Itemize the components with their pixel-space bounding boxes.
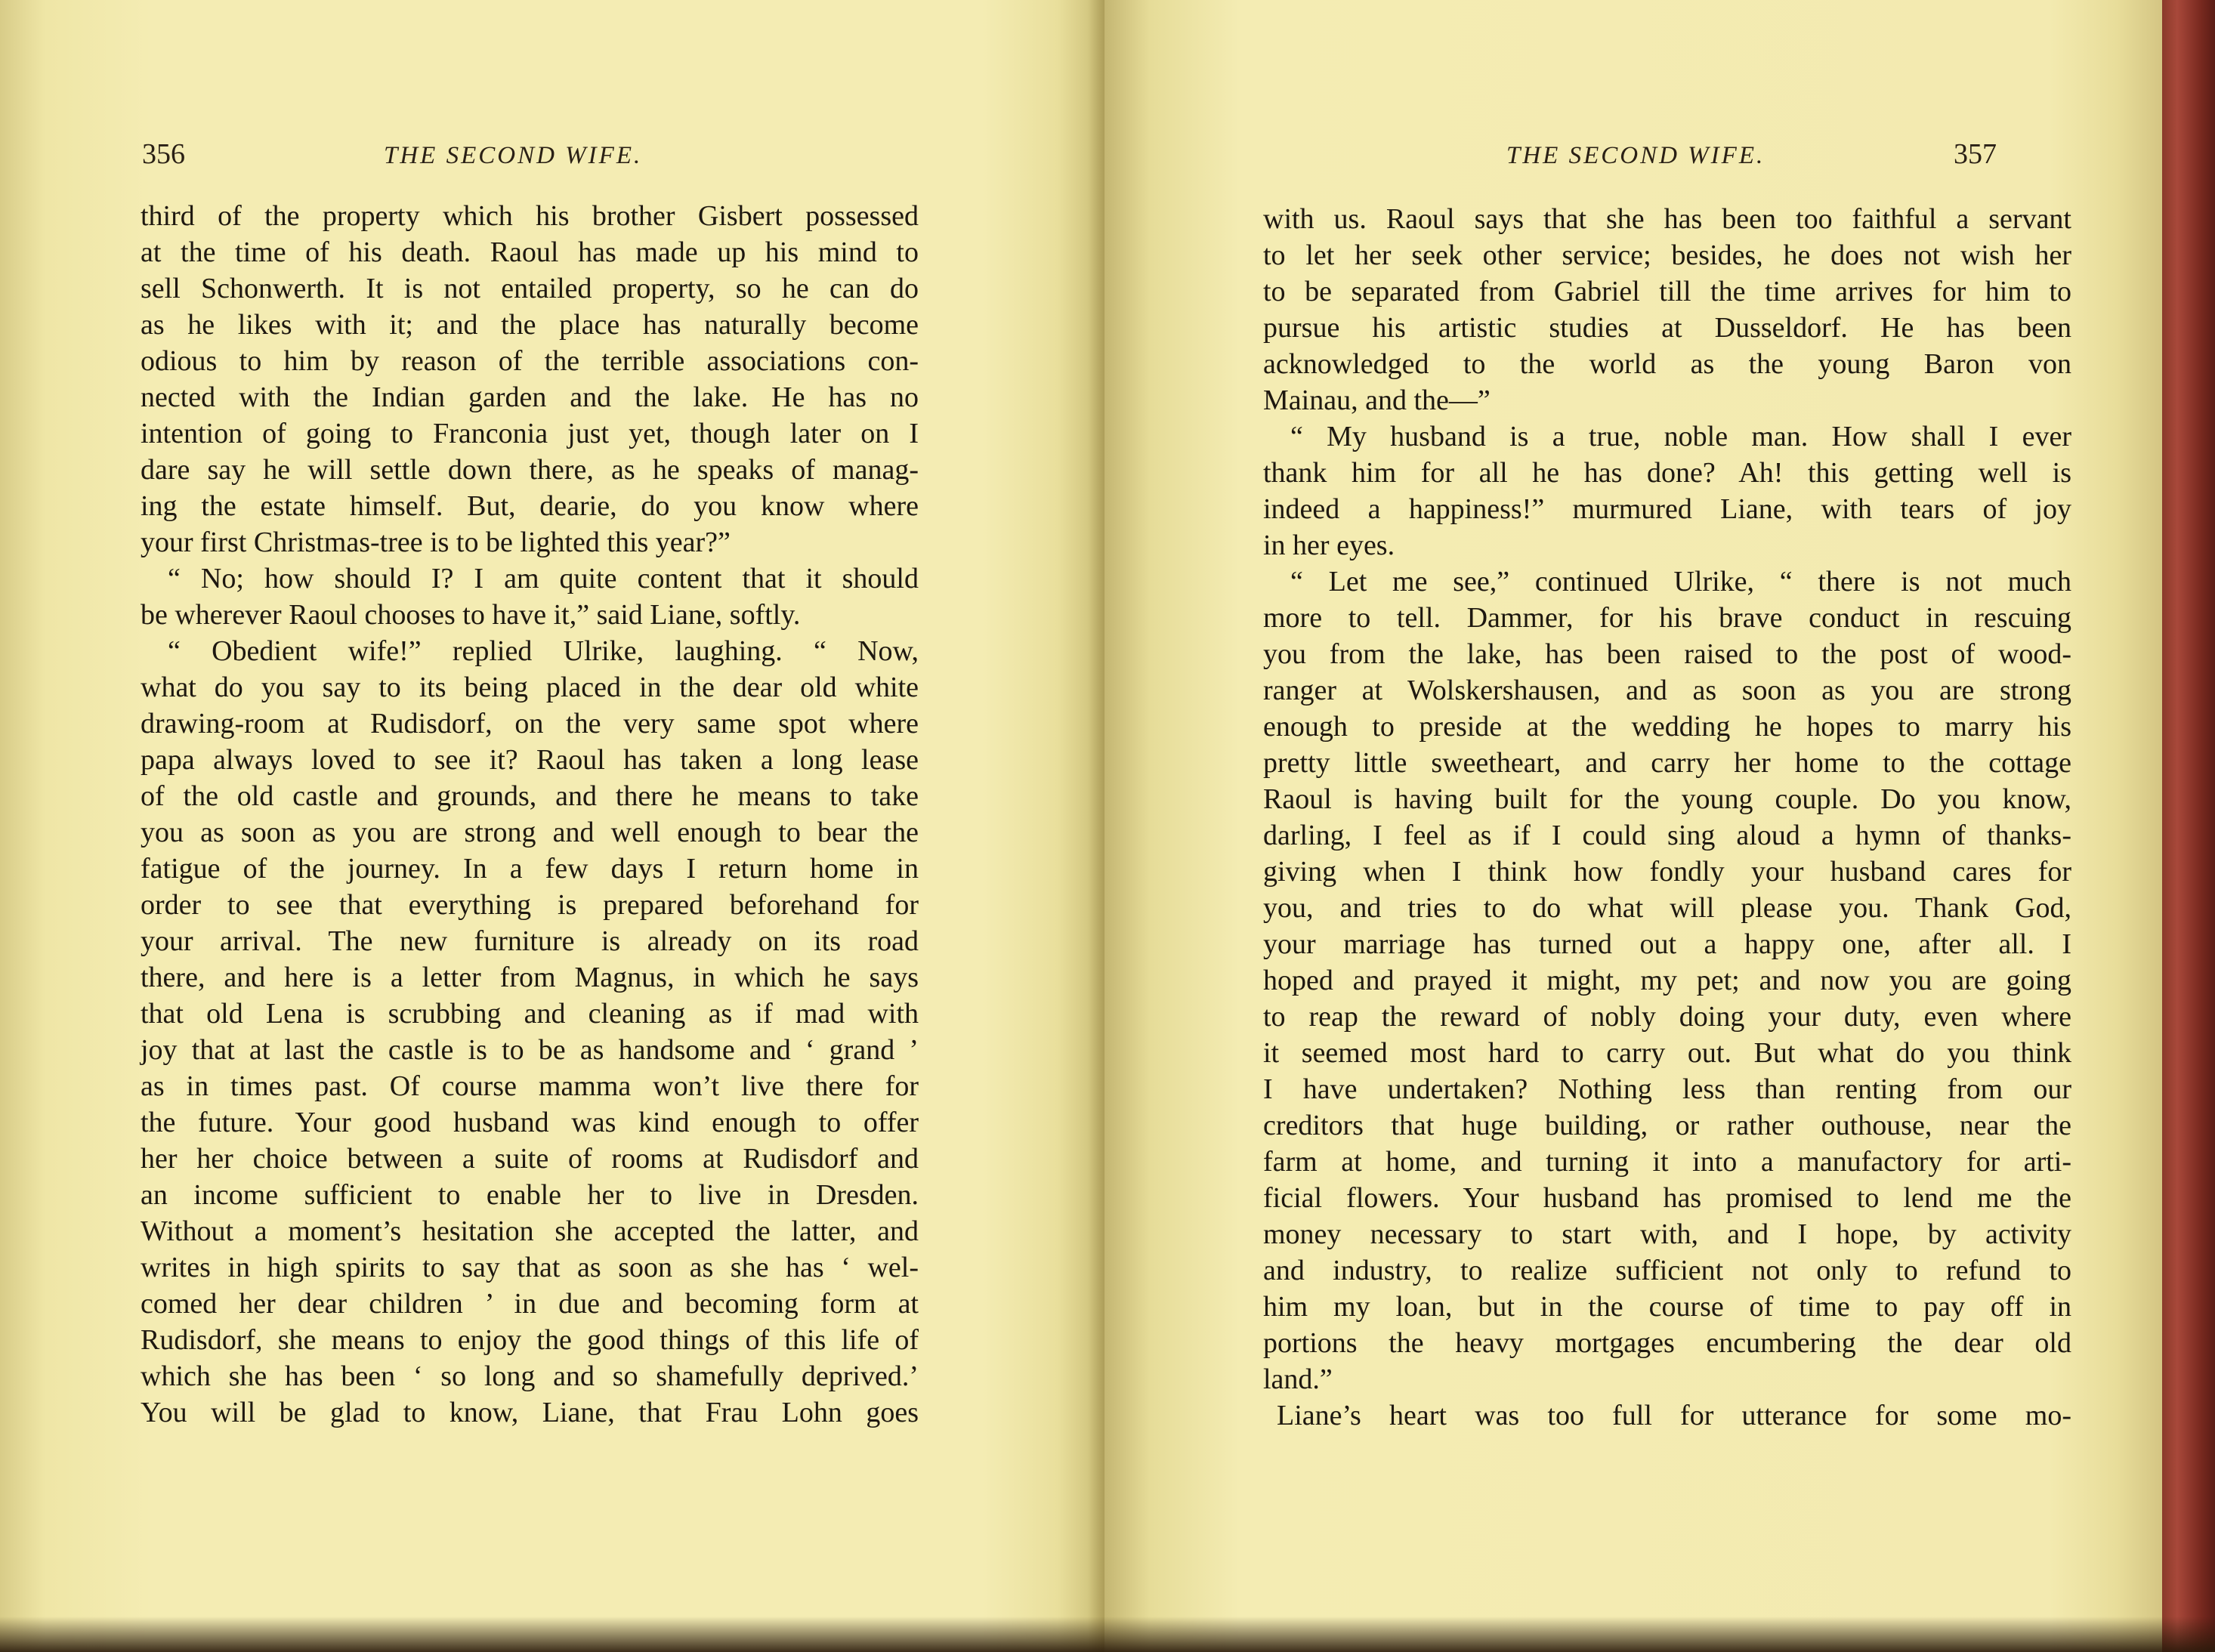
- text-line: giving when I think how fondly your husband cares for: [1263, 856, 2071, 888]
- text-line: ficial flowers. Your husband has promised to lend me the: [1263, 1182, 2071, 1214]
- text-line: at the time of his death. Raoul has made up his mind to: [141, 236, 919, 268]
- text-line: with us. Raoul says that she has been too faithful a servant: [1263, 203, 2071, 235]
- text-line: odious to him by reason of the terrible associations con-: [141, 345, 919, 377]
- text-line: acknowledged to the world as the young Baron von: [1263, 348, 2071, 380]
- text-line: intention of going to Franconia just yet, though later on I: [141, 418, 919, 449]
- text-line: ing the estate himself. But, dearie, do you know where: [141, 490, 919, 522]
- text-line: and industry, to realize sufficient not only to refund to: [1263, 1255, 2071, 1286]
- text-line: the future. Your good husband was kind enough to offer: [141, 1107, 919, 1138]
- text-line: third of the property which his brother Gisbert possessed: [141, 200, 919, 232]
- page-number: 357: [1954, 138, 1997, 170]
- text-line: Liane’s heart was too full for utterance for some mo-: [1277, 1400, 2071, 1431]
- text-line: Rudisdorf, she means to enjoy the good things of this life of: [141, 1324, 919, 1356]
- text-line: in her eyes.: [1263, 530, 1395, 561]
- text-line: to let her seek other service; besides, he does not wish her: [1263, 239, 2071, 271]
- text-line: her her choice between a suite of rooms at Rudisdorf and: [141, 1143, 919, 1175]
- text-line: portions the heavy mortgages encumbering the dear old: [1263, 1327, 2071, 1359]
- text-line: drawing-room at Rudisdorf, on the very same spot where: [141, 708, 919, 740]
- text-line: you, and tries to do what will please you. Thank God,: [1263, 892, 2071, 924]
- running-head: THE SECOND WIFE.: [384, 142, 643, 169]
- text-line: it seemed most hard to carry out. But what do you think: [1263, 1037, 2071, 1069]
- text-line: more to tell. Dammer, for his brave conduct in rescuing: [1263, 602, 2071, 634]
- text-line: you as soon as you are strong and well enough to bear the: [141, 817, 919, 848]
- page-number: 356: [142, 138, 185, 170]
- text-line: money necessary to start with, and I hope, by activity: [1263, 1218, 2071, 1250]
- text-line: order to see that everything is prepared beforehand for: [141, 889, 919, 921]
- text-line: land.”: [1263, 1363, 1333, 1395]
- text-line: comed her dear children ’ in due and becoming form at: [141, 1288, 919, 1320]
- text-line: fatigue of the journey. In a few days I return home in: [141, 853, 919, 885]
- text-line: to be separated from Gabriel till the time arrives for him to: [1263, 276, 2071, 307]
- text-line: darling, I feel as if I could sing aloud a hymn of thanks-: [1263, 820, 2071, 851]
- text-line: that old Lena is scrubbing and cleaning as if mad with: [141, 998, 919, 1030]
- text-line: your marriage has turned out a happy one, after all. I: [1263, 928, 2071, 960]
- text-line: creditors that huge building, or rather outhouse, near the: [1263, 1110, 2071, 1141]
- text-line: be wherever Raoul chooses to have it,” said Liane, softly.: [141, 599, 801, 631]
- text-line: I have undertaken? Nothing less than renting from our: [1263, 1073, 2071, 1105]
- text-line: your first Christmas-tree is to be lighted this year?”: [141, 526, 731, 558]
- text-line: of the old castle and grounds, and there he means to take: [141, 780, 919, 812]
- text-line: ranger at Wolskershausen, and as soon as you are strong: [1263, 675, 2071, 706]
- text-line: Without a moment’s hesitation she accepted the latter, and: [141, 1215, 919, 1247]
- running-head: THE SECOND WIFE.: [1506, 142, 1766, 169]
- text-line: an income sufficient to enable her to live in Dresden.: [141, 1179, 919, 1211]
- text-line: pretty little sweetheart, and carry her home to the cottage: [1263, 747, 2071, 779]
- text-line: nected with the Indian garden and the lake. He has no: [141, 381, 919, 413]
- text-line: farm at home, and turning it into a manufactory for arti-: [1263, 1146, 2071, 1178]
- text-line: which she has been ‘ so long and so shamefully deprived.’: [141, 1360, 919, 1392]
- text-line: as he likes with it; and the place has naturally become: [141, 309, 919, 341]
- text-line: papa always loved to see it? Raoul has taken a long lease: [141, 744, 919, 776]
- text-line: “ My husband is a true, noble man. How shall I ever: [1290, 421, 2071, 452]
- text-line: as in times past. Of course mamma won’t live there for: [141, 1070, 919, 1102]
- text-line: writes in high spirits to say that as soon as she has ‘ wel-: [141, 1252, 919, 1283]
- text-line: you from the lake, has been raised to the post of wood-: [1263, 638, 2071, 670]
- text-line: dare say he will settle down there, as he speaks of manag-: [141, 454, 919, 486]
- left-page: [0, 0, 1104, 1652]
- text-line: “ Let me see,” continued Ulrike, “ there is not much: [1290, 566, 2071, 597]
- book-cover-edge: [2162, 0, 2215, 1652]
- body-text: [141, 198, 919, 1431]
- text-line: You will be glad to know, Liane, that Frau Lohn goes: [141, 1397, 919, 1428]
- text-line: thank him for all he has done? Ah! this getting well is: [1263, 457, 2071, 489]
- text-line: “ No; how should I? I am quite content that it should: [168, 563, 919, 594]
- text-line: Raoul is having built for the young couple. Do you know,: [1263, 783, 2071, 815]
- bottom-shadow: [0, 1616, 2215, 1652]
- text-line: Mainau, and the—”: [1263, 384, 1491, 416]
- text-line: “ Obedient wife!” replied Ulrike, laughing. “ Now,: [168, 635, 919, 667]
- text-line: there, and here is a letter from Magnus, in which he says: [141, 962, 919, 993]
- text-line: sell Schonwerth. It is not entailed property, so he can do: [141, 273, 919, 304]
- text-line: to reap the reward of nobly doing your duty, even where: [1263, 1001, 2071, 1033]
- text-line: enough to preside at the wedding he hopes to marry his: [1263, 711, 2071, 743]
- text-line: hoped and prayed it might, my pet; and now you are going: [1263, 965, 2071, 996]
- text-line: pursue his artistic studies at Dusseldorf. He has been: [1263, 312, 2071, 344]
- text-line: what do you say to its being placed in the dear old white: [141, 672, 919, 703]
- text-line: joy that at last the castle is to be as handsome and ‘ grand ’: [141, 1034, 919, 1066]
- body-text: [1263, 201, 2071, 1434]
- right-page: [1104, 0, 2162, 1652]
- text-line: indeed a happiness!” murmured Liane, with tears of joy: [1263, 493, 2071, 525]
- text-line: your arrival. The new furniture is already on its road: [141, 925, 919, 957]
- text-line: him my loan, but in the course of time to pay off in: [1263, 1291, 2071, 1323]
